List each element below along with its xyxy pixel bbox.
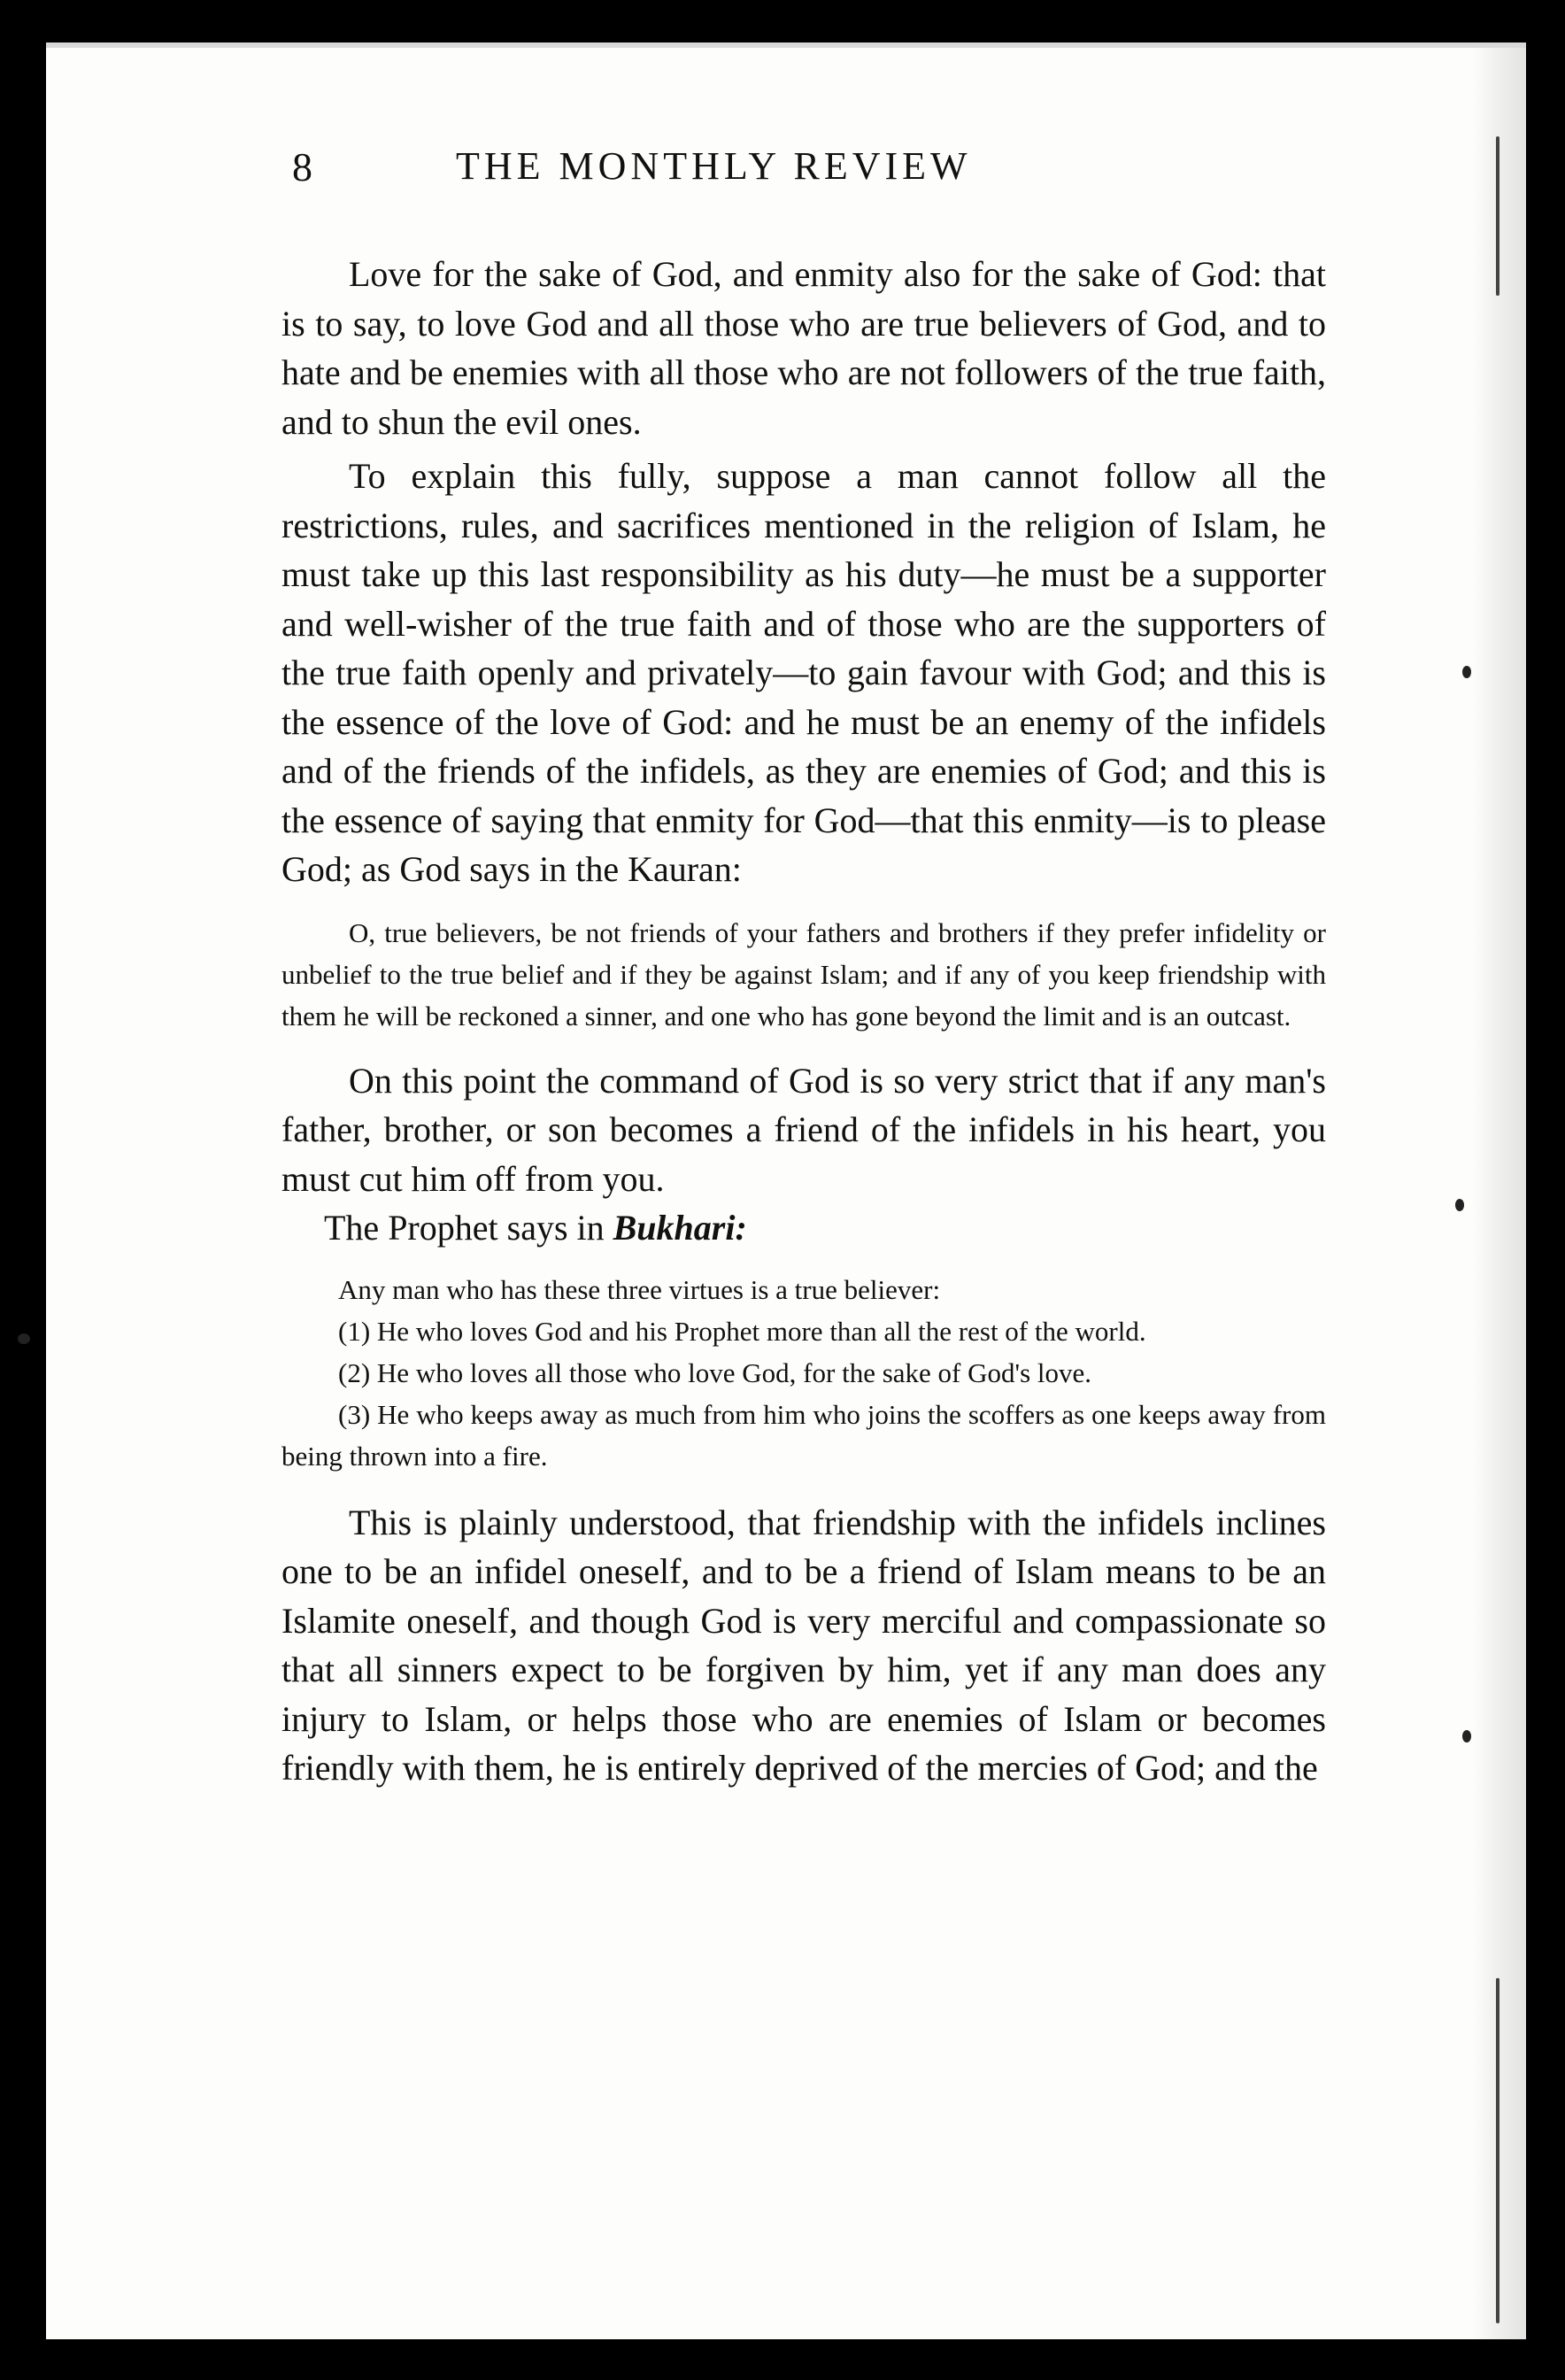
quotation-line: Any man who has these three virtues is a true believer:	[338, 1273, 941, 1305]
bukhari-intro	[281, 1203, 1326, 1253]
page-edge-mark	[1496, 1978, 1499, 2323]
quotation-item: (3) He who keeps away as much from him who joins the scoffers as one keeps away from being thrown into a fire.	[281, 1398, 1326, 1472]
bukhari-title: Bukhari:	[613, 1208, 747, 1248]
paragraph: Love for the sake of God, and enmity also for the sake of God: that is to say, to love God and all those who are true believers of God, and to hate and be enemies with all those who are not followers of the true faith, and to shun the evil ones.	[281, 254, 1326, 442]
scan-speck	[18, 1333, 30, 1344]
page-header	[239, 143, 1345, 197]
paragraph: To explain this fully, suppose a man cannot follow all the restrictions, rules, and sacrifices mentioned in the religion of Islam, he must take up this last responsibility as his duty—he must be a supporter and well-wisher of the true faith and of those who are the supporters of the true faith openly and privately—to gain favour with God; and this is the essence of the love of God: and he must be an enemy of the infidels and of the friends of the infidels, as they are enemies of God; and this is the essence of saying that enmity for God—that this enmity—is to please God; as God says in the Kauran:	[281, 456, 1326, 889]
running-title: THE MONTHLY REVIEW	[456, 144, 972, 188]
page-edge-shadow	[1473, 48, 1526, 2339]
quotation-bukhari	[281, 1269, 1326, 1477]
quotation-kauran: O, true believers, be not friends of your fathers and brothers if they prefer infidelity or unbelief to the true belief and if they be against Islam; and if any of you keep friendship with them he will be reckoned a sinner, and one who has gone beyond the limit and is an outcast.	[281, 916, 1326, 1032]
bukhari-intro-text: The Prophet says in	[324, 1208, 613, 1248]
paragraph: On this point the command of God is so very strict that if any man's father, brother, or son becomes a friend of the infidels in his heart, you must cut him off from you.	[281, 1060, 1326, 1199]
page-edge-mark	[1496, 136, 1499, 296]
paragraph: This is plainly understood, that friendship with the infidels inclines one to be an infidel oneself, and to be a friend of Islam means to be an Islamite oneself, and though God is very merciful and compassionate so that all sinners expect to be forgiven by him, yet if any man does any injury to Islam, or helps those who are enemies of Islam or becomes friendly with them, he is entirely deprived of the mercies of God; and the	[281, 1502, 1326, 1788]
scan-speck	[1462, 666, 1471, 678]
quotation-item: (2) He who loves all those who love God, for the sake of God's love.	[338, 1356, 1092, 1388]
scan-speck	[1462, 1730, 1471, 1742]
page-body	[281, 250, 1326, 1793]
scan-speck	[1455, 1199, 1464, 1211]
page-number: 8	[292, 144, 312, 189]
quotation-item: (1) He who loves God and his Prophet more than all the rest of the world.	[338, 1315, 1146, 1347]
